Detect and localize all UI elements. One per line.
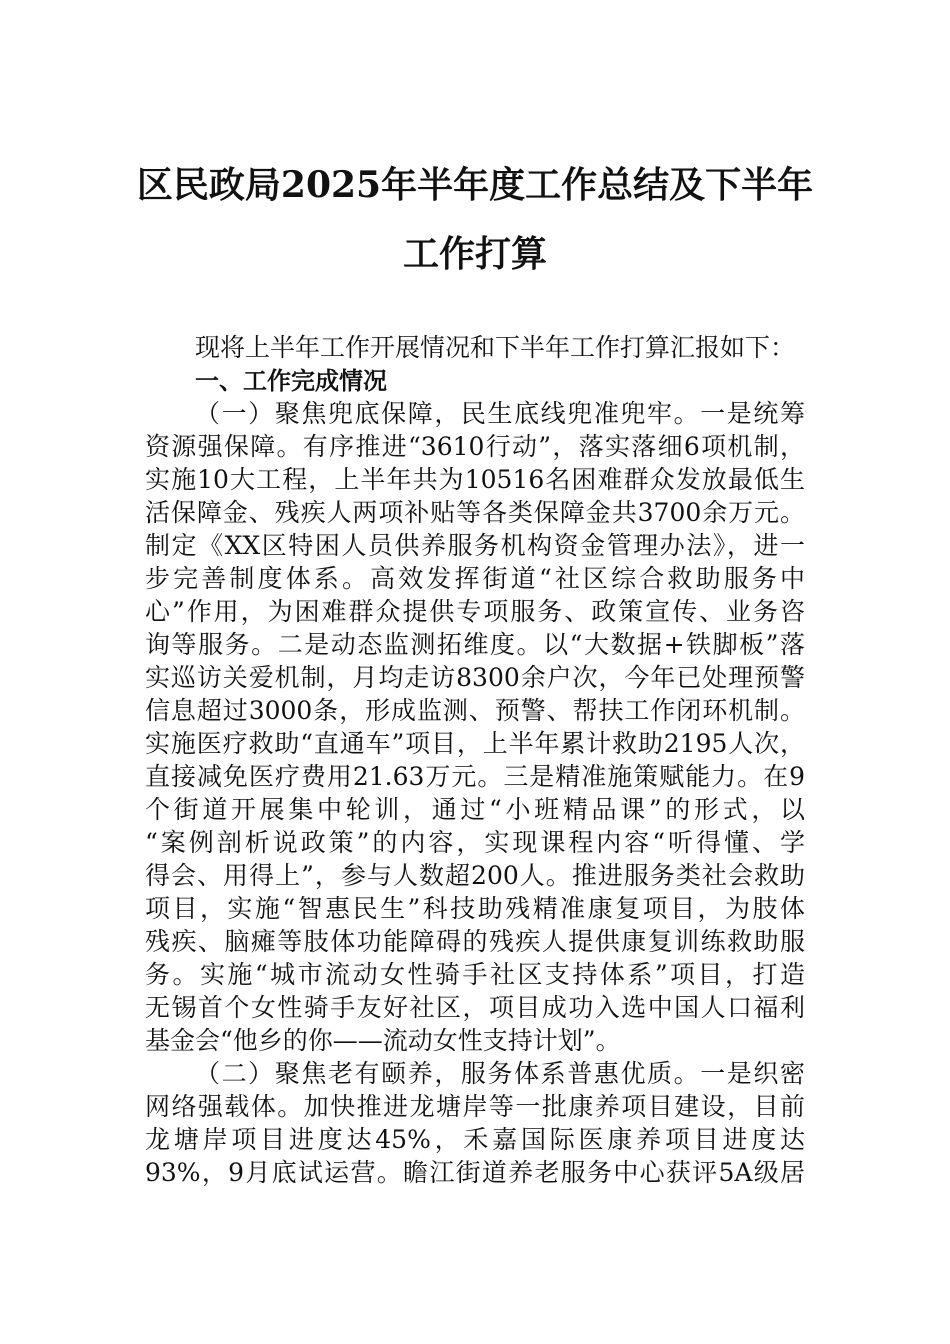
body-line: 残疾、脑瘫等肢体功能障碍的残疾人提供康复训练救助服 (145, 927, 805, 956)
body-line: 93%，9月底试运营。瞻江街道养老服务中心获评5A级居 (145, 1158, 805, 1187)
body-line: 心”作用，为困难群众提供专项服务、政策宣传、业务咨 (145, 597, 805, 626)
body-line: 龙塘岸项目进度达45%，禾嘉国际医康养项目进度达 (145, 1125, 805, 1154)
section-heading-work-completion: 一、工作完成情况 (195, 367, 387, 395)
body-line: 基金会“他乡的你——流动女性支持计划”。 (145, 1026, 621, 1055)
document-title-line-1: 区民政局2025年半年度工作总结及下半年 (136, 164, 814, 206)
body-line: 资源强保障。有序推进“3610行动”，落实落细6项机制， (145, 432, 805, 461)
body-line: 步完善制度体系。高效发挥街道“社区综合救助服务中 (145, 564, 805, 593)
body-line: 项目，实施“智惠民生”科技助残精准康复项目，为肢体 (145, 894, 805, 923)
intro-paragraph: 现将上半年工作开展情况和下半年工作打算汇报如下： (195, 333, 796, 362)
body-line: （二）聚焦老有颐养，服务体系普惠优质。一是织密 (195, 1059, 805, 1088)
body-line: （一）聚焦兜底保障，民生底线兜准兜牢。一是统筹 (195, 399, 805, 428)
body-line: 实巡访关爱机制，月均走访8300余户次，今年已处理预警 (145, 663, 805, 692)
body-line: 实施医疗救助“直通车”项目，上半年累计救助2195人次， (145, 729, 805, 758)
body-line: “案例剖析说政策”的内容，实现课程内容“听得懂、学 (145, 828, 805, 857)
body-line: 务。实施“城市流动女性骑手社区支持体系”项目，打造 (145, 960, 805, 989)
body-line: 得会、用得上”，参与人数超200人。推进服务类社会救助 (145, 861, 805, 890)
body-line: 直接减免医疗费用21.63万元。三是精准施策赋能力。在9 (145, 762, 805, 791)
body-line: 网络强载体。加快推进龙塘岸等一批康养项目建设，目前 (145, 1092, 805, 1121)
body-line: 询等服务。二是动态监测拓维度。以“大数据+铁脚板”落 (145, 630, 805, 659)
document-title-line-2: 工作打算 (402, 233, 547, 275)
body-line: 信息超过3000条，形成监测、预警、帮扶工作闭环机制。 (145, 696, 805, 725)
body-line: 实施10大工程，上半年共为10516名困难群众发放最低生 (145, 465, 805, 494)
body-line: 个街道开展集中轮训，通过“小班精品课”的形式，以 (145, 795, 805, 824)
body-line: 制定《XX区特困人员供养服务机构资金管理办法》，进一 (145, 531, 805, 560)
body-line: 无锡首个女性骑手友好社区，项目成功入选中国人口福利 (145, 993, 805, 1022)
body-line: 活保障金、残疾人两项补贴等各类保障金共3700余万元。 (145, 498, 805, 527)
